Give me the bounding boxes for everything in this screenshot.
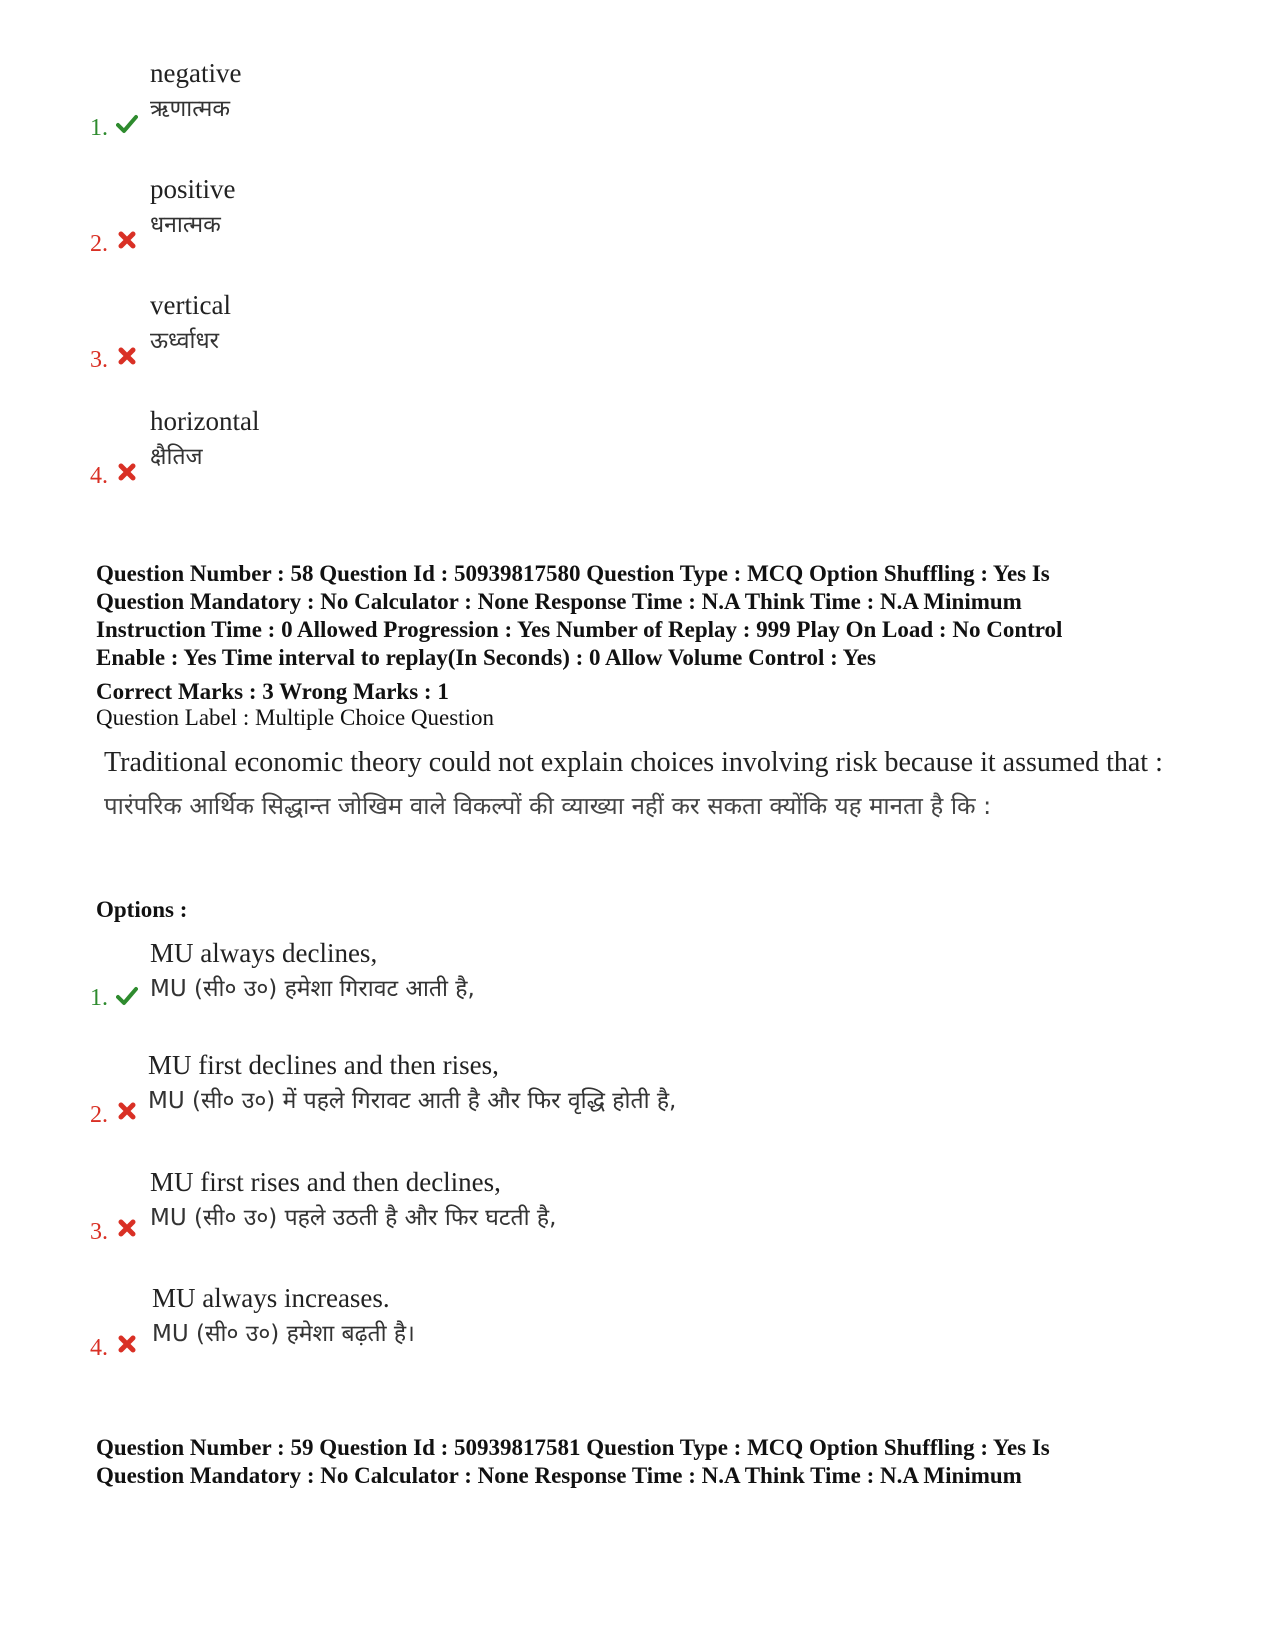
question-text-en: Traditional economic theory could not explain choices involving risk because it assumed that : [104, 747, 1163, 778]
cross-icon [116, 1100, 138, 1122]
option-number: 1. [90, 115, 108, 141]
option-text-hi: ऊर्ध्वाधर [150, 328, 219, 354]
question-text-hi: पारंपरिक आर्थिक सिद्धान्त जोखिम वाले विकल्पों की व्याख्या नहीं कर सकता क्योंकि यह मानता है कि : [104, 792, 992, 820]
cross-icon [116, 1333, 138, 1355]
option-text [150, 287, 231, 359]
marks-line: Correct Marks : 3 Wrong Marks : 1 [96, 679, 449, 704]
option-text-hi: ऋणात्मक [150, 96, 231, 122]
meta-line: Enable : Yes Time interval to replay(In Seconds) : 0 Allow Volume Control : Yes [96, 645, 876, 670]
meta-line: Question Number : 59 Question Id : 50939817581 Question Type : MCQ Option Shuffling : Yes Is [96, 1435, 1050, 1460]
option-text-hi: MU (सी० उ०) हमेशा बढ़ती है। [152, 1321, 415, 1347]
option-text [150, 1164, 556, 1236]
option-number: 2. [90, 1102, 108, 1128]
option-text [150, 55, 241, 127]
options-heading: Options : [96, 897, 188, 922]
option-text-hi: MU (सी० उ०) में पहले गिरावट आती है और फिर वृद्धि होती है, [148, 1088, 677, 1114]
option-number: 2. [90, 231, 108, 257]
option-number: 4. [90, 1335, 108, 1361]
cross-icon [116, 345, 138, 367]
option-text-en: horizontal [150, 406, 260, 436]
option-text [150, 403, 259, 475]
option-number: 3. [90, 347, 108, 373]
option-text [150, 171, 236, 243]
option-text [150, 935, 475, 1007]
option-text-hi: MU (सी० उ०) हमेशा गिरावट आती है, [150, 976, 475, 1002]
option-text-en: MU first declines and then rises, [148, 1050, 499, 1080]
question-59-meta [96, 1434, 1206, 1490]
option-text-en: MU always increases. [152, 1283, 390, 1313]
option-text [152, 1280, 415, 1352]
option-number: 1. [90, 985, 108, 1011]
check-icon [116, 985, 138, 1007]
option-text [148, 1047, 676, 1119]
option-text-hi: क्षैतिज [150, 444, 203, 470]
meta-line: Question Mandatory : No Calculator : None Response Time : N.A Think Time : N.A Minimum [96, 1463, 1022, 1488]
check-icon [116, 113, 138, 135]
option-number: 3. [90, 1219, 108, 1245]
question-label: Question Label : Multiple Choice Question [96, 705, 494, 730]
option-text-hi: धनात्मक [150, 212, 221, 238]
option-text-en: vertical [150, 290, 231, 320]
option-text-hi: MU (सी० उ०) पहले उठती है और फिर घटती है, [150, 1205, 557, 1231]
cross-icon [116, 461, 138, 483]
meta-line: Instruction Time : 0 Allowed Progression : Yes Number of Replay : 999 Play On Load : No Control [96, 617, 1063, 642]
question-text [104, 746, 1204, 826]
option-text-en: MU first rises and then declines, [150, 1167, 501, 1197]
meta-line: Question Mandatory : No Calculator : None Response Time : N.A Think Time : N.A Minimum [96, 589, 1022, 614]
cross-icon [116, 229, 138, 251]
option-number: 4. [90, 463, 108, 489]
option-text-en: MU always declines, [150, 938, 378, 968]
option-text-en: positive [150, 174, 236, 204]
option-text-en: negative [150, 58, 242, 88]
meta-line: Question Number : 58 Question Id : 50939817580 Question Type : MCQ Option Shuffling : Yes Is [96, 561, 1050, 586]
question-58-meta [96, 560, 1206, 706]
cross-icon [116, 1217, 138, 1239]
